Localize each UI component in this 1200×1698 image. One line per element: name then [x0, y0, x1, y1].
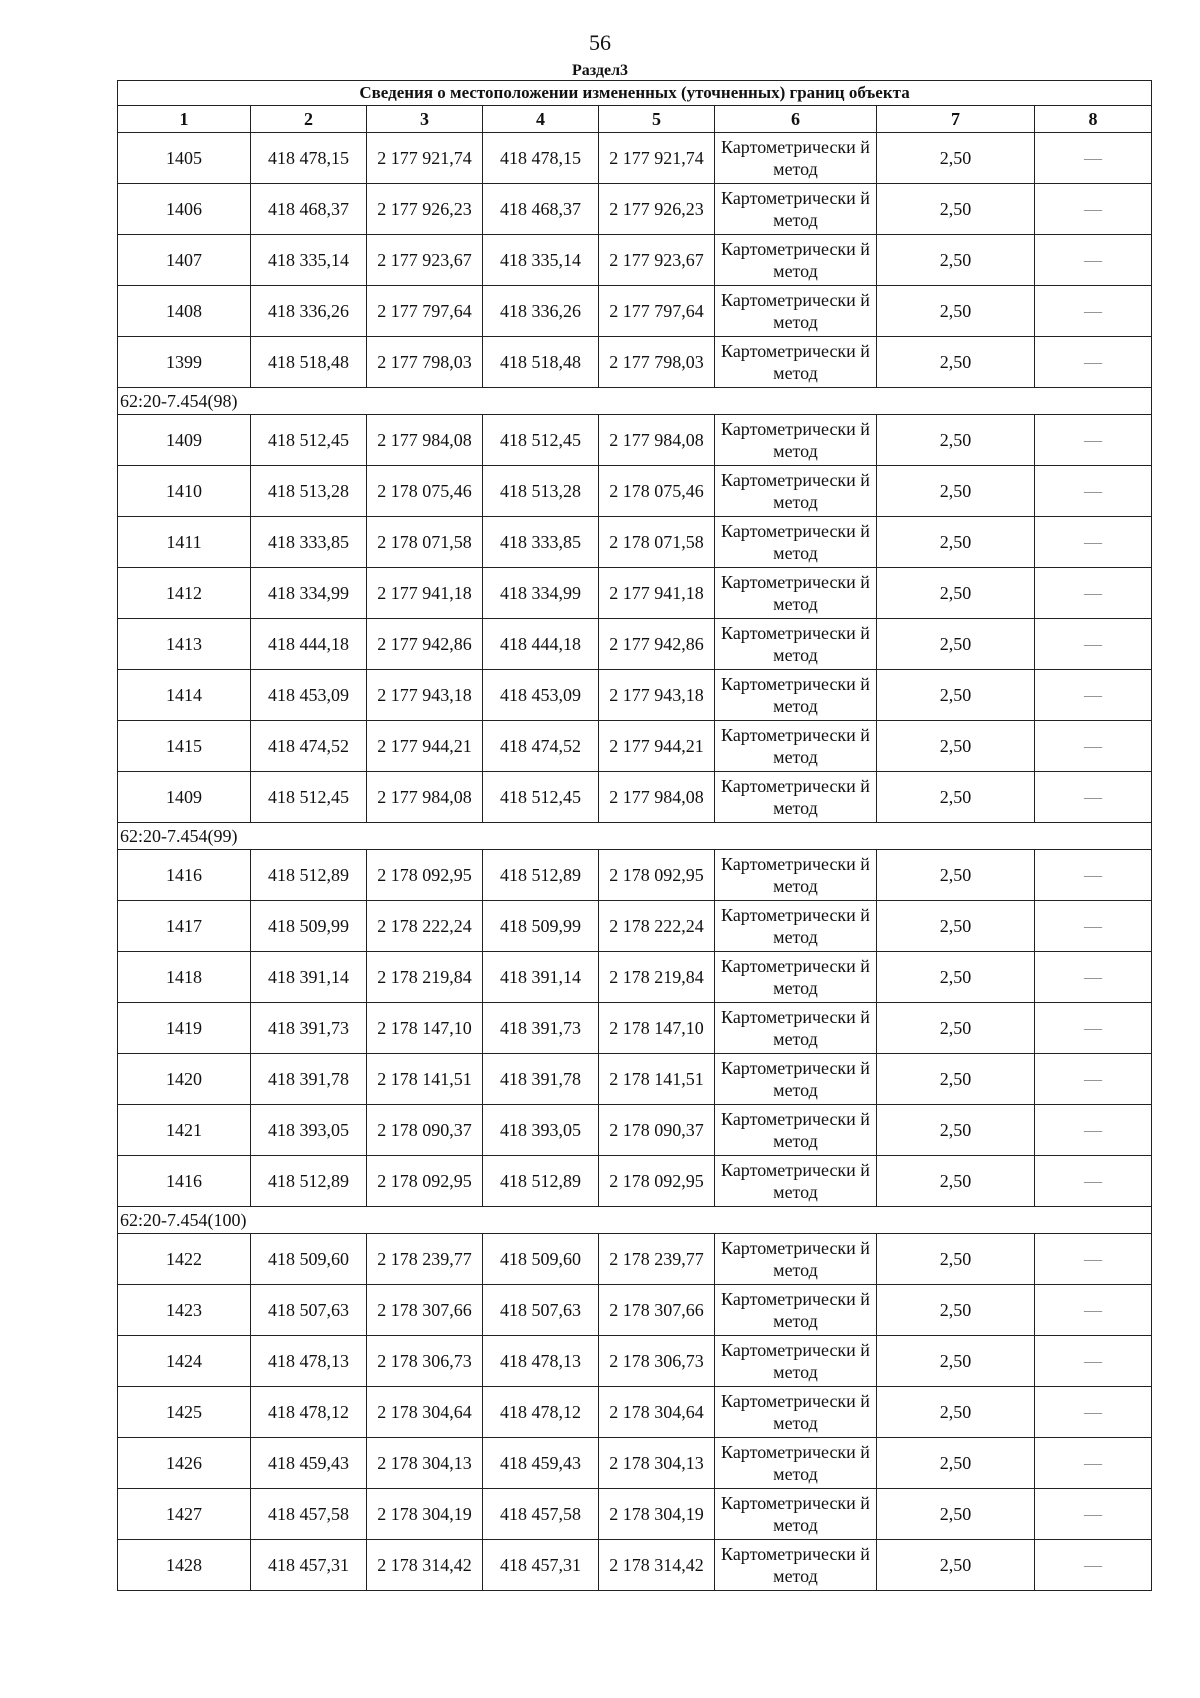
cell-point-number: 1414 [118, 670, 251, 721]
cell-x-old: 418 512,89 [251, 1156, 367, 1207]
cell-y-old: 2 178 314,42 [367, 1540, 483, 1591]
cell-x-new: 418 478,12 [483, 1387, 599, 1438]
cell-x-new: 418 509,99 [483, 901, 599, 952]
cell-x-old: 418 391,14 [251, 952, 367, 1003]
cell-point-number: 1407 [118, 235, 251, 286]
cell-description: — [1035, 952, 1152, 1003]
cell-x-new: 418 478,13 [483, 1336, 599, 1387]
column-header: 4 [483, 106, 599, 133]
boundary-table [117, 80, 1152, 1591]
cell-x-new: 418 453,09 [483, 670, 599, 721]
cell-x-new: 418 333,85 [483, 517, 599, 568]
cell-description: — [1035, 1387, 1152, 1438]
cell-point-number: 1405 [118, 133, 251, 184]
cell-x-old: 418 391,78 [251, 1054, 367, 1105]
cell-y-new: 2 178 307,66 [599, 1285, 715, 1336]
group-label: 62:20-7.454(98) [118, 388, 1152, 415]
cell-method: Картометрически й метод [715, 133, 877, 184]
cell-method: Картометрически й метод [715, 517, 877, 568]
cell-y-old: 2 178 306,73 [367, 1336, 483, 1387]
cell-y-old: 2 178 090,37 [367, 1105, 483, 1156]
cell-x-old: 418 444,18 [251, 619, 367, 670]
table-row [118, 568, 1152, 619]
column-header: 5 [599, 106, 715, 133]
cell-y-new: 2 178 147,10 [599, 1003, 715, 1054]
table-row [118, 670, 1152, 721]
cell-accuracy: 2,50 [877, 1336, 1035, 1387]
cell-point-number: 1419 [118, 1003, 251, 1054]
cell-accuracy: 2,50 [877, 1285, 1035, 1336]
cell-accuracy: 2,50 [877, 286, 1035, 337]
cell-x-new: 418 335,14 [483, 235, 599, 286]
cell-y-new: 2 177 926,23 [599, 184, 715, 235]
table-row [118, 619, 1152, 670]
cell-x-new: 418 457,31 [483, 1540, 599, 1591]
table-row [118, 133, 1152, 184]
cell-accuracy: 2,50 [877, 1387, 1035, 1438]
table-row [118, 235, 1152, 286]
cell-accuracy: 2,50 [877, 850, 1035, 901]
cell-x-new: 418 518,48 [483, 337, 599, 388]
cell-description: — [1035, 721, 1152, 772]
cell-description: — [1035, 133, 1152, 184]
cell-x-new: 418 393,05 [483, 1105, 599, 1156]
column-header: 3 [367, 106, 483, 133]
cell-y-new: 2 177 941,18 [599, 568, 715, 619]
cell-description: — [1035, 619, 1152, 670]
cell-x-old: 418 518,48 [251, 337, 367, 388]
cell-method: Картометрически й метод [715, 619, 877, 670]
cell-y-new: 2 178 304,19 [599, 1489, 715, 1540]
cell-method: Картометрически й метод [715, 466, 877, 517]
cell-x-old: 418 478,15 [251, 133, 367, 184]
cell-y-old: 2 177 926,23 [367, 184, 483, 235]
cell-x-old: 418 509,99 [251, 901, 367, 952]
cell-x-old: 418 512,45 [251, 772, 367, 823]
cell-y-old: 2 178 092,95 [367, 850, 483, 901]
cell-x-new: 418 512,89 [483, 1156, 599, 1207]
cell-y-old: 2 178 141,51 [367, 1054, 483, 1105]
cell-x-old: 418 478,12 [251, 1387, 367, 1438]
cell-y-old: 2 178 304,64 [367, 1387, 483, 1438]
page-number: 56 [589, 30, 611, 55]
cell-y-new: 2 177 798,03 [599, 337, 715, 388]
cell-x-old: 418 512,45 [251, 415, 367, 466]
cell-point-number: 1409 [118, 772, 251, 823]
cell-method: Картометрически й метод [715, 1054, 877, 1105]
cell-y-old: 2 177 942,86 [367, 619, 483, 670]
table-row [118, 1540, 1152, 1591]
table-row [118, 772, 1152, 823]
column-header: 8 [1035, 106, 1152, 133]
table-title-row [118, 81, 1152, 106]
cell-x-new: 418 512,89 [483, 850, 599, 901]
cell-description: — [1035, 1105, 1152, 1156]
table-row [118, 952, 1152, 1003]
cell-description: — [1035, 1438, 1152, 1489]
cell-y-old: 2 177 944,21 [367, 721, 483, 772]
column-header: 7 [877, 106, 1035, 133]
cell-description: — [1035, 466, 1152, 517]
cell-x-old: 418 457,58 [251, 1489, 367, 1540]
cell-x-new: 418 513,28 [483, 466, 599, 517]
cell-y-new: 2 178 314,42 [599, 1540, 715, 1591]
cell-y-old: 2 178 304,19 [367, 1489, 483, 1540]
cell-x-old: 418 334,99 [251, 568, 367, 619]
cell-description: — [1035, 901, 1152, 952]
group-label: 62:20-7.454(99) [118, 823, 1152, 850]
cell-method: Картометрически й метод [715, 1285, 877, 1336]
cell-y-old: 2 177 941,18 [367, 568, 483, 619]
cell-y-old: 2 178 147,10 [367, 1003, 483, 1054]
cell-point-number: 1426 [118, 1438, 251, 1489]
cell-y-new: 2 178 239,77 [599, 1234, 715, 1285]
cell-y-new: 2 178 092,95 [599, 1156, 715, 1207]
cell-description: — [1035, 235, 1152, 286]
cell-y-old: 2 177 921,74 [367, 133, 483, 184]
cell-x-old: 418 457,31 [251, 1540, 367, 1591]
cell-y-new: 2 177 984,08 [599, 772, 715, 823]
cell-description: — [1035, 670, 1152, 721]
cell-y-new: 2 178 141,51 [599, 1054, 715, 1105]
cell-method: Картометрически й метод [715, 1438, 877, 1489]
cell-accuracy: 2,50 [877, 184, 1035, 235]
cell-y-new: 2 178 219,84 [599, 952, 715, 1003]
cell-method: Картометрически й метод [715, 337, 877, 388]
cell-description: — [1035, 1489, 1152, 1540]
cell-x-new: 418 468,37 [483, 184, 599, 235]
cell-accuracy: 2,50 [877, 1438, 1035, 1489]
cell-point-number: 1424 [118, 1336, 251, 1387]
cell-method: Картометрически й метод [715, 235, 877, 286]
cell-accuracy: 2,50 [877, 517, 1035, 568]
column-header: 1 [118, 106, 251, 133]
cell-x-old: 418 512,89 [251, 850, 367, 901]
cell-description: — [1035, 1336, 1152, 1387]
cell-accuracy: 2,50 [877, 721, 1035, 772]
cell-point-number: 1417 [118, 901, 251, 952]
table-row [118, 1285, 1152, 1336]
cell-accuracy: 2,50 [877, 235, 1035, 286]
cell-point-number: 1410 [118, 466, 251, 517]
cell-point-number: 1421 [118, 1105, 251, 1156]
cell-y-new: 2 178 306,73 [599, 1336, 715, 1387]
table-row [118, 1234, 1152, 1285]
cell-point-number: 1420 [118, 1054, 251, 1105]
cell-accuracy: 2,50 [877, 1105, 1035, 1156]
group-header-row [118, 1207, 1152, 1234]
cell-accuracy: 2,50 [877, 133, 1035, 184]
cell-x-old: 418 453,09 [251, 670, 367, 721]
cell-x-old: 418 336,26 [251, 286, 367, 337]
cell-description: — [1035, 184, 1152, 235]
table-row [118, 286, 1152, 337]
cell-y-new: 2 177 797,64 [599, 286, 715, 337]
cell-y-old: 2 178 307,66 [367, 1285, 483, 1336]
table-row [118, 1438, 1152, 1489]
cell-y-old: 2 178 092,95 [367, 1156, 483, 1207]
cell-accuracy: 2,50 [877, 1156, 1035, 1207]
cell-x-new: 418 474,52 [483, 721, 599, 772]
cell-y-old: 2 177 984,08 [367, 772, 483, 823]
cell-x-old: 418 459,43 [251, 1438, 367, 1489]
cell-method: Картометрически й метод [715, 850, 877, 901]
cell-description: — [1035, 286, 1152, 337]
cell-y-new: 2 178 071,58 [599, 517, 715, 568]
cell-method: Картометрически й метод [715, 670, 877, 721]
cell-method: Картометрически й метод [715, 721, 877, 772]
cell-point-number: 1406 [118, 184, 251, 235]
cell-method: Картометрически й метод [715, 1105, 877, 1156]
cell-accuracy: 2,50 [877, 619, 1035, 670]
table-row [118, 1105, 1152, 1156]
table-row [118, 1489, 1152, 1540]
cell-accuracy: 2,50 [877, 901, 1035, 952]
cell-point-number: 1415 [118, 721, 251, 772]
cell-description: — [1035, 1285, 1152, 1336]
cell-point-number: 1408 [118, 286, 251, 337]
cell-method: Картометрически й метод [715, 1540, 877, 1591]
cell-accuracy: 2,50 [877, 1054, 1035, 1105]
cell-accuracy: 2,50 [877, 1540, 1035, 1591]
cell-method: Картометрически й метод [715, 1336, 877, 1387]
cell-method: Картометрически й метод [715, 1387, 877, 1438]
cell-method: Картометрически й метод [715, 1003, 877, 1054]
cell-y-old: 2 178 219,84 [367, 952, 483, 1003]
cell-point-number: 1416 [118, 1156, 251, 1207]
cell-method: Картометрически й метод [715, 568, 877, 619]
cell-y-old: 2 178 304,13 [367, 1438, 483, 1489]
cell-y-old: 2 178 075,46 [367, 466, 483, 517]
cell-y-new: 2 178 304,64 [599, 1387, 715, 1438]
cell-y-new: 2 178 090,37 [599, 1105, 715, 1156]
cell-x-new: 418 444,18 [483, 619, 599, 670]
cell-method: Картометрически й метод [715, 1489, 877, 1540]
cell-point-number: 1409 [118, 415, 251, 466]
column-header: 2 [251, 106, 367, 133]
cell-description: — [1035, 1540, 1152, 1591]
cell-x-old: 418 478,13 [251, 1336, 367, 1387]
table-row [118, 415, 1152, 466]
table-row [118, 1003, 1152, 1054]
cell-y-old: 2 177 943,18 [367, 670, 483, 721]
cell-description: — [1035, 568, 1152, 619]
cell-accuracy: 2,50 [877, 1489, 1035, 1540]
cell-description: — [1035, 415, 1152, 466]
column-header-row [118, 106, 1152, 133]
cell-x-new: 418 507,63 [483, 1285, 599, 1336]
cell-description: — [1035, 1054, 1152, 1105]
cell-x-old: 418 509,60 [251, 1234, 367, 1285]
cell-accuracy: 2,50 [877, 415, 1035, 466]
cell-accuracy: 2,50 [877, 466, 1035, 517]
cell-x-new: 418 457,58 [483, 1489, 599, 1540]
cell-description: — [1035, 1234, 1152, 1285]
table-row [118, 1336, 1152, 1387]
cell-y-new: 2 178 075,46 [599, 466, 715, 517]
cell-point-number: 1413 [118, 619, 251, 670]
cell-method: Картометрически й метод [715, 415, 877, 466]
cell-method: Картометрически й метод [715, 1156, 877, 1207]
table-row [118, 850, 1152, 901]
cell-point-number: 1412 [118, 568, 251, 619]
cell-description: — [1035, 1003, 1152, 1054]
cell-y-old: 2 177 984,08 [367, 415, 483, 466]
cell-x-new: 418 334,99 [483, 568, 599, 619]
cell-accuracy: 2,50 [877, 670, 1035, 721]
group-header-row [118, 388, 1152, 415]
table-row [118, 1387, 1152, 1438]
cell-y-new: 2 177 943,18 [599, 670, 715, 721]
cell-description: — [1035, 850, 1152, 901]
cell-accuracy: 2,50 [877, 772, 1035, 823]
cell-accuracy: 2,50 [877, 952, 1035, 1003]
cell-point-number: 1416 [118, 850, 251, 901]
cell-description: — [1035, 772, 1152, 823]
cell-x-old: 418 513,28 [251, 466, 367, 517]
table-row [118, 721, 1152, 772]
table-title: Сведения о местоположении измененных (уточненных) границ объекта [118, 81, 1152, 106]
cell-accuracy: 2,50 [877, 568, 1035, 619]
table-row [118, 1156, 1152, 1207]
cell-point-number: 1427 [118, 1489, 251, 1540]
column-header: 6 [715, 106, 877, 133]
cell-accuracy: 2,50 [877, 337, 1035, 388]
cell-y-new: 2 177 923,67 [599, 235, 715, 286]
cell-y-new: 2 178 092,95 [599, 850, 715, 901]
cell-description: — [1035, 337, 1152, 388]
table-row [118, 517, 1152, 568]
cell-x-old: 418 333,85 [251, 517, 367, 568]
cell-x-old: 418 391,73 [251, 1003, 367, 1054]
cell-x-new: 418 336,26 [483, 286, 599, 337]
cell-x-new: 418 391,73 [483, 1003, 599, 1054]
group-label: 62:20-7.454(100) [118, 1207, 1152, 1234]
cell-y-old: 2 177 797,64 [367, 286, 483, 337]
cell-method: Картометрически й метод [715, 184, 877, 235]
cell-x-new: 418 512,45 [483, 772, 599, 823]
table-row [118, 337, 1152, 388]
cell-point-number: 1418 [118, 952, 251, 1003]
cell-point-number: 1399 [118, 337, 251, 388]
cell-point-number: 1422 [118, 1234, 251, 1285]
cell-accuracy: 2,50 [877, 1234, 1035, 1285]
cell-x-new: 418 509,60 [483, 1234, 599, 1285]
cell-y-old: 2 177 923,67 [367, 235, 483, 286]
cell-x-old: 418 393,05 [251, 1105, 367, 1156]
cell-method: Картометрически й метод [715, 901, 877, 952]
cell-method: Картометрически й метод [715, 772, 877, 823]
cell-x-new: 418 391,78 [483, 1054, 599, 1105]
cell-y-new: 2 178 222,24 [599, 901, 715, 952]
table-row [118, 1054, 1152, 1105]
cell-x-new: 418 391,14 [483, 952, 599, 1003]
cell-x-new: 418 478,15 [483, 133, 599, 184]
cell-method: Картометрически й метод [715, 1234, 877, 1285]
cell-x-new: 418 512,45 [483, 415, 599, 466]
cell-y-new: 2 177 921,74 [599, 133, 715, 184]
cell-description: — [1035, 517, 1152, 568]
cell-method: Картометрически й метод [715, 286, 877, 337]
section-label: Раздел3 [571, 62, 629, 79]
cell-x-new: 418 459,43 [483, 1438, 599, 1489]
cell-point-number: 1425 [118, 1387, 251, 1438]
cell-y-old: 2 178 222,24 [367, 901, 483, 952]
cell-x-old: 418 468,37 [251, 184, 367, 235]
cell-y-new: 2 178 304,13 [599, 1438, 715, 1489]
table-row [118, 184, 1152, 235]
cell-y-old: 2 178 239,77 [367, 1234, 483, 1285]
table-row [118, 901, 1152, 952]
cell-accuracy: 2,50 [877, 1003, 1035, 1054]
cell-description: — [1035, 1156, 1152, 1207]
cell-y-new: 2 177 942,86 [599, 619, 715, 670]
cell-x-old: 418 474,52 [251, 721, 367, 772]
cell-x-old: 418 507,63 [251, 1285, 367, 1336]
cell-point-number: 1428 [118, 1540, 251, 1591]
cell-point-number: 1423 [118, 1285, 251, 1336]
table-row [118, 466, 1152, 517]
cell-y-new: 2 177 944,21 [599, 721, 715, 772]
cell-y-old: 2 177 798,03 [367, 337, 483, 388]
cell-y-new: 2 177 984,08 [599, 415, 715, 466]
cell-x-old: 418 335,14 [251, 235, 367, 286]
group-header-row [118, 823, 1152, 850]
cell-point-number: 1411 [118, 517, 251, 568]
cell-y-old: 2 178 071,58 [367, 517, 483, 568]
cell-method: Картометрически й метод [715, 952, 877, 1003]
